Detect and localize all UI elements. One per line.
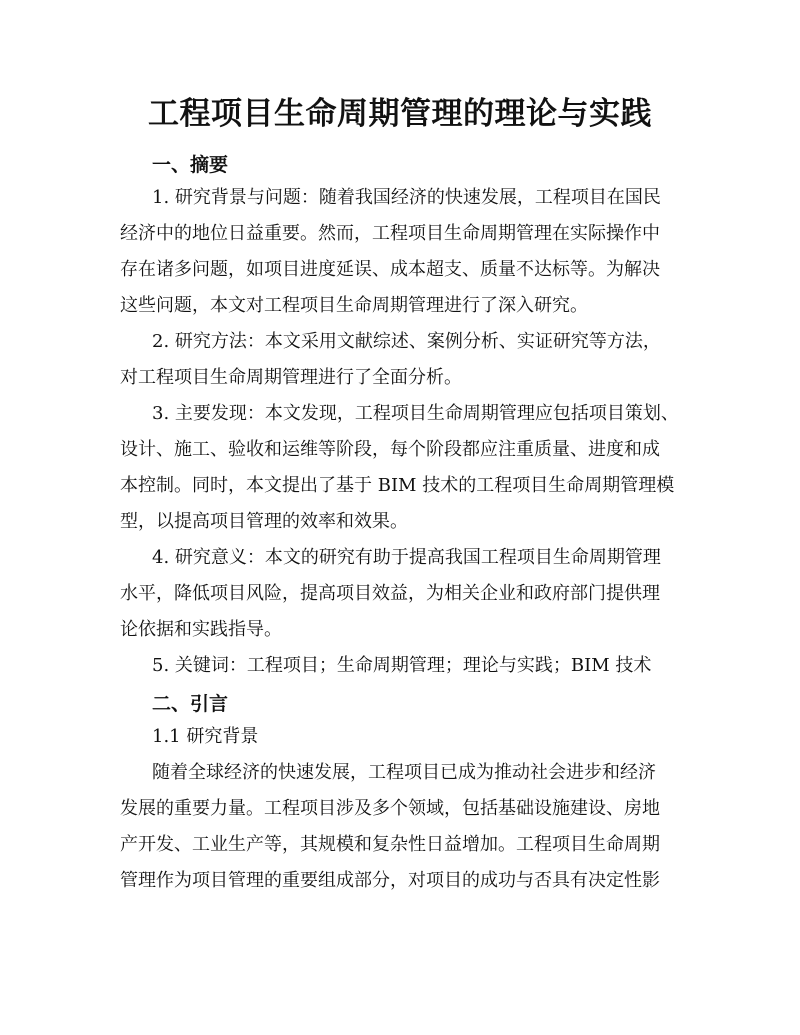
text-line: 1. 研究背景与问题：随着我国经济的快速发展，工程项目在国民 xyxy=(152,187,661,208)
text-line: 经济中的地位日益重要。然而，工程项目生命周期管理在实际操作中 xyxy=(120,223,660,244)
subsection-heading-background: 1.1 研究背景 xyxy=(152,726,259,747)
document-title: 工程项目生命周期管理的理论与实践 xyxy=(148,96,652,132)
text-line: 随着全球经济的快速发展，工程项目已成为推动社会进步和经济 xyxy=(152,762,656,783)
text-line: 4. 研究意义：本文的研究有助于提高我国工程项目生命周期管理 xyxy=(152,547,661,568)
text-line: 存在诸多问题，如项目进度延误、成本超支、质量不达标等。为解决 xyxy=(120,259,660,280)
text-line: 型，以提高项目管理的效率和效果。 xyxy=(120,511,408,532)
text-line: 产开发、工业生产等，其规模和复杂性日益增加。工程项目生命周期 xyxy=(120,834,660,855)
section-heading-abstract: 一、摘要 xyxy=(152,154,229,176)
text-line: 对工程项目生命周期管理进行了全面分析。 xyxy=(120,367,462,388)
text-line: 论依据和实践指导。 xyxy=(120,619,282,640)
text-line: 设计、施工、验收和运维等阶段，每个阶段都应注重质量、进度和成 xyxy=(120,439,660,460)
section-heading-introduction: 二、引言 xyxy=(152,693,229,715)
text-line: 管理作为项目管理的重要组成部分，对项目的成功与否具有决定性影 xyxy=(120,870,660,891)
text-line: 3. 主要发现：本文发现，工程项目生命周期管理应包括项目策划、 xyxy=(152,403,679,424)
text-line: 水平，降低项目风险，提高项目效益，为相关企业和政府部门提供理 xyxy=(120,583,660,604)
text-line: 2. 研究方法：本文采用文献综述、案例分析、实证研究等方法， xyxy=(152,331,661,352)
text-line: 这些问题，本文对工程项目生命周期管理进行了深入研究。 xyxy=(120,295,588,316)
text-line: 本控制。同时，本文提出了基于 BIM 技术的工程项目生命周期管理模 xyxy=(120,475,675,496)
text-line: 5. 关键词：工程项目；生命周期管理；理论与实践；BIM 技术 xyxy=(152,655,652,676)
text-line: 发展的重要力量。工程项目涉及多个领域，包括基础设施建设、房地 xyxy=(120,798,660,819)
